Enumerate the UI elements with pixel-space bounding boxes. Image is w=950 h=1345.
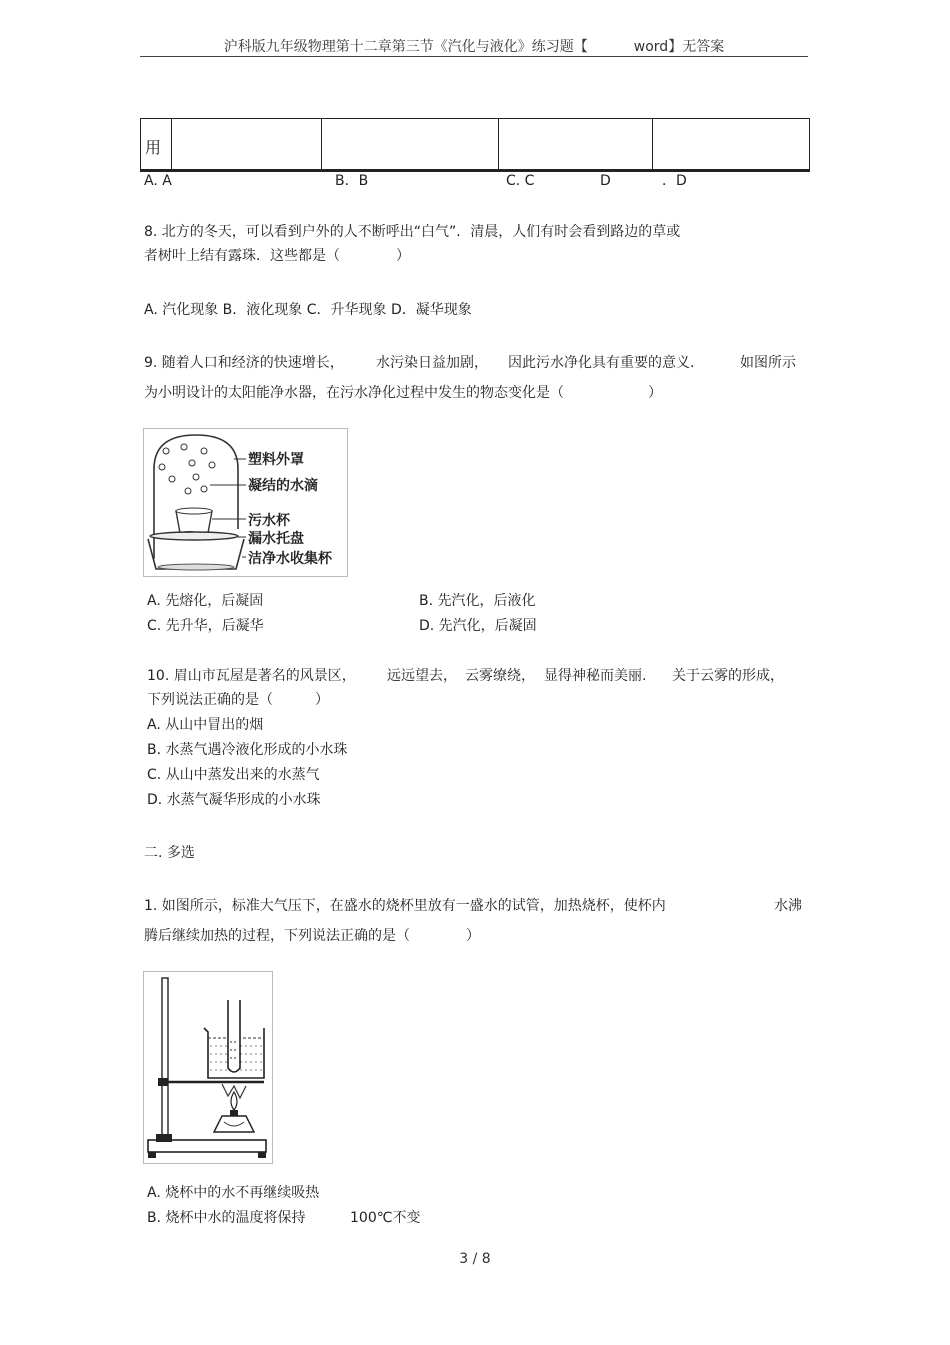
page-header	[140, 36, 808, 56]
table-cell-divider	[498, 119, 499, 169]
table-cell-divider	[321, 119, 322, 169]
q7-option-d-text: ．D	[662, 173, 687, 189]
q10-stem-e: 关于云雾的形成，	[672, 668, 784, 684]
q10-stem-b: 远远望去，	[387, 668, 457, 684]
label-condensed-drops: 凝结的水滴	[248, 478, 318, 494]
q9-option-a: A. 先熔化，后凝固	[147, 593, 264, 609]
q10-option-b: B. 水蒸气遇冷液化形成的小水珠	[147, 742, 348, 758]
q9-stem-d: 如图所示	[740, 355, 796, 371]
m1-stem-line2: 腾后继续加热的过程，下列说法正确的是（ ）	[144, 928, 480, 944]
table-cell-divider	[171, 119, 172, 169]
q8-options: A. 汽化现象 B．液化现象 C．升华现象 D．凝华现象	[144, 302, 472, 318]
header-rule	[140, 56, 808, 57]
q9-option-b: B. 先汽化，后液化	[419, 593, 536, 609]
q9-option-d: D. 先汽化，后凝固	[419, 618, 537, 634]
table-cell-label: 用	[145, 138, 162, 157]
q10-option-a: A. 从山中冒出的烟	[147, 717, 264, 733]
q10-stem-line2: 下列说法正确的是（ ）	[147, 692, 329, 708]
table-cell-divider	[652, 119, 653, 169]
solar-purifier-figure	[143, 428, 348, 577]
label-clean-collector: 洁净水收集杯	[248, 551, 332, 567]
table-bottom-rule	[140, 170, 810, 172]
water-droplets	[159, 444, 215, 494]
q9-stem-b: 水污染日益加剧，	[376, 355, 488, 371]
q9-option-c: C. 先升华，后凝华	[147, 618, 264, 634]
q7-option-d-letter: D	[600, 173, 611, 189]
q10-option-c: C. 从山中蒸发出来的水蒸气	[147, 767, 320, 783]
q9-stem-line2: 为小明设计的太阳能净水器，在污水净化过程中发生的物态变化是（ ）	[144, 385, 662, 401]
q8-stem-line1: 8. 北方的冬天，可以看到户外的人不断呼出“白气”．清晨，人们有时会看到路边的草或	[144, 224, 681, 240]
page-number: 3 / 8	[459, 1251, 491, 1267]
header-title: 沪科版九年级物理第十二章第三节《汽化与液化》练习题【	[223, 39, 588, 55]
test-tube-shape	[228, 1000, 240, 1072]
stand-rod	[162, 978, 168, 1140]
q10-stem-d: 显得神秘而美丽.	[544, 668, 647, 684]
leak-tray-shape	[150, 532, 238, 540]
m1-option-a: A. 烧杯中的水不再继续吸热	[147, 1185, 320, 1201]
q8-stem-line2: 者树叶上结有露珠．这些都是（ ）	[144, 248, 410, 264]
flame-shape	[231, 1092, 237, 1110]
m1-stem-b: 水沸	[774, 898, 802, 914]
q7-option-a: A. A	[144, 173, 172, 189]
label-dirty-cup: 污水杯	[248, 513, 290, 529]
m1-option-b: B. 烧杯中水的温度将保持	[147, 1210, 306, 1226]
q10-stem-c: 云雾缭绕，	[465, 668, 535, 684]
m1-stem-a: 1. 如图所示，标准大气压下，在盛水的烧杯里放有一盛水的试管，加热烧杯，使杯内	[144, 898, 666, 914]
answer-table	[140, 118, 810, 170]
header-title-suffix: word】无答案	[633, 39, 725, 55]
label-leak-tray: 漏水托盘	[248, 531, 304, 547]
alcohol-lamp-shape	[214, 1116, 254, 1132]
label-plastic-cover: 塑料外罩	[248, 452, 304, 468]
q7-option-c: C. C	[506, 173, 535, 189]
q10-option-d: D. 水蒸气凝华形成的小水珠	[147, 792, 321, 808]
q9-stem-c: 因此污水净化具有重要的意义.	[508, 355, 695, 371]
q10-stem-a: 10. 眉山市瓦屋是著名的风景区，	[147, 668, 356, 684]
q7-option-b: B．B	[335, 173, 369, 189]
section-multiple-choice-title: 二. 多选	[144, 845, 195, 861]
m1-option-b-value: 100℃不变	[350, 1210, 421, 1226]
leader-lines	[210, 459, 246, 557]
boiling-apparatus-figure	[143, 971, 273, 1164]
q9-stem-a: 9. 随着人口和经济的快速增长，	[144, 355, 344, 371]
